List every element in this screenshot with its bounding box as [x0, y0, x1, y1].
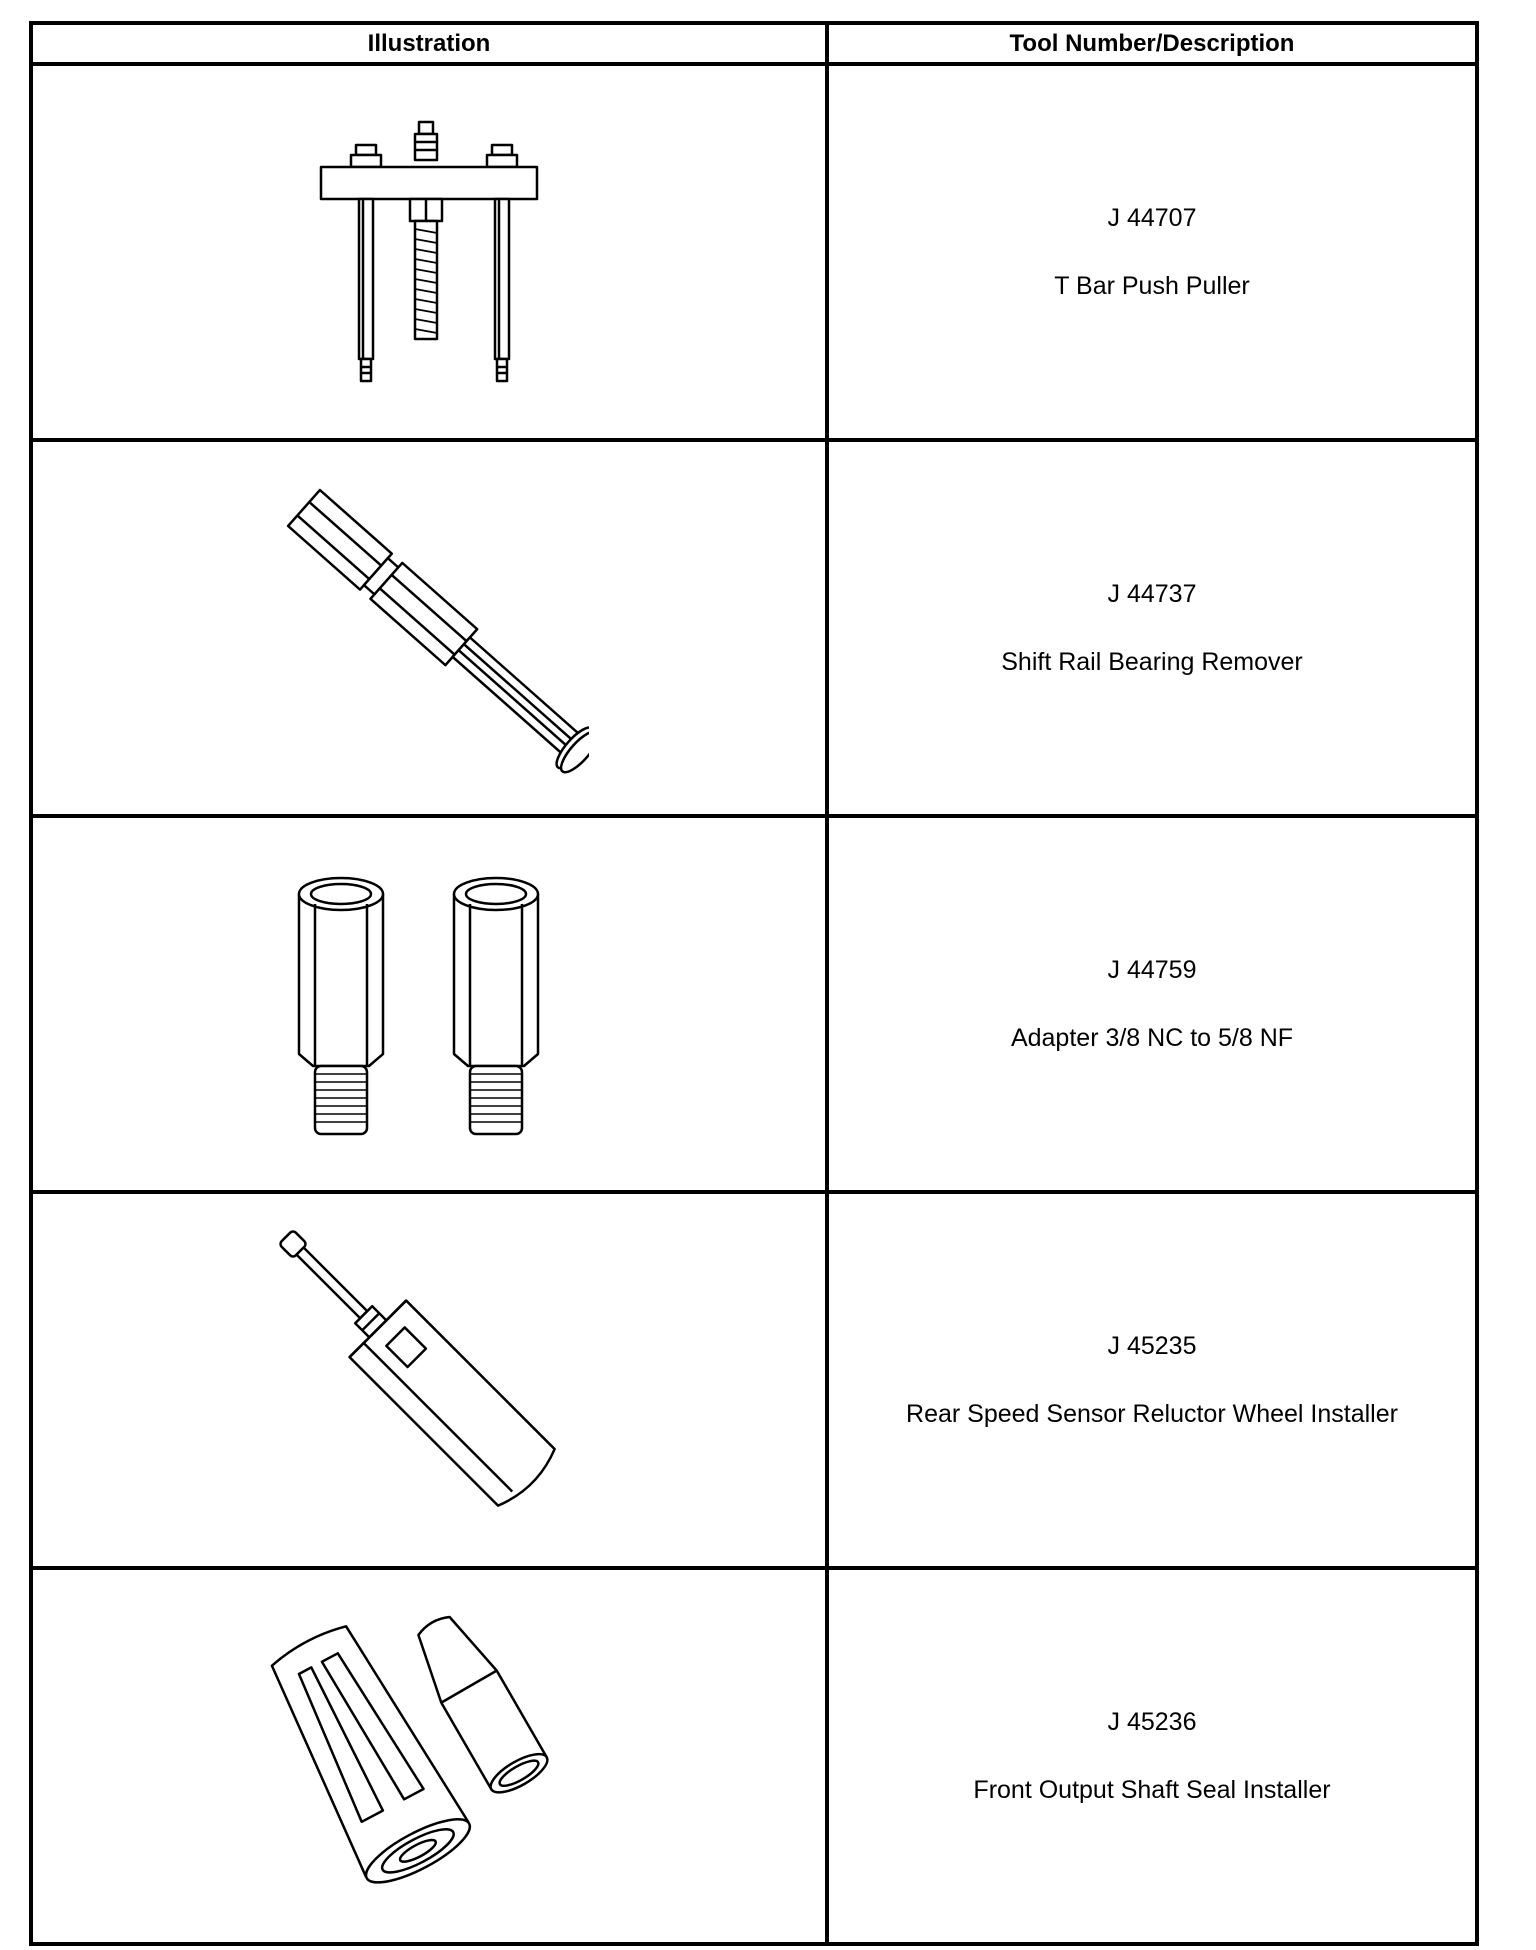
reluctor-wheel-installer-icon [269, 1220, 589, 1540]
tool-number: J 44707 [1107, 203, 1197, 232]
description-cell [827, 440, 1477, 816]
description-cell [827, 64, 1477, 440]
illustration-cell [31, 816, 827, 1192]
tool-description: Front Output Shaft Seal Installer [973, 1775, 1331, 1804]
table-row [31, 64, 1477, 440]
tool-description: Rear Speed Sensor Reluctor Wheel Installer [906, 1399, 1398, 1428]
header-illustration: Illustration [31, 23, 827, 64]
adapter-icon [279, 864, 579, 1144]
table-row [31, 1568, 1477, 1944]
tool-description: Shift Rail Bearing Remover [1001, 647, 1303, 676]
table-row [31, 440, 1477, 816]
table-header-row [31, 23, 1477, 64]
tool-description: Adapter 3/8 NC to 5/8 NF [1010, 1023, 1294, 1052]
tool-number: J 44759 [1107, 955, 1197, 984]
header-tool-number-description: Tool Number/Description [827, 23, 1477, 64]
tool-number: J 44737 [1107, 579, 1197, 608]
illustration-cell [31, 440, 827, 816]
tool-number: J 45236 [1107, 1707, 1197, 1736]
tool-description: T Bar Push Puller [1054, 271, 1250, 300]
seal-installer-icon [269, 1596, 589, 1916]
description-cell [827, 1568, 1477, 1944]
illustration-cell [31, 64, 827, 440]
tool-number: J 45235 [1107, 1331, 1197, 1360]
illustration-cell [31, 1568, 827, 1944]
table-row [31, 816, 1477, 1192]
illustration-cell [31, 1192, 827, 1568]
description-cell [827, 816, 1477, 1192]
t-bar-push-puller-icon [309, 117, 549, 387]
tools-table [29, 21, 1479, 1946]
table-row [31, 1192, 1477, 1568]
shift-rail-bearing-remover-icon [269, 473, 589, 783]
description-cell [827, 1192, 1477, 1568]
